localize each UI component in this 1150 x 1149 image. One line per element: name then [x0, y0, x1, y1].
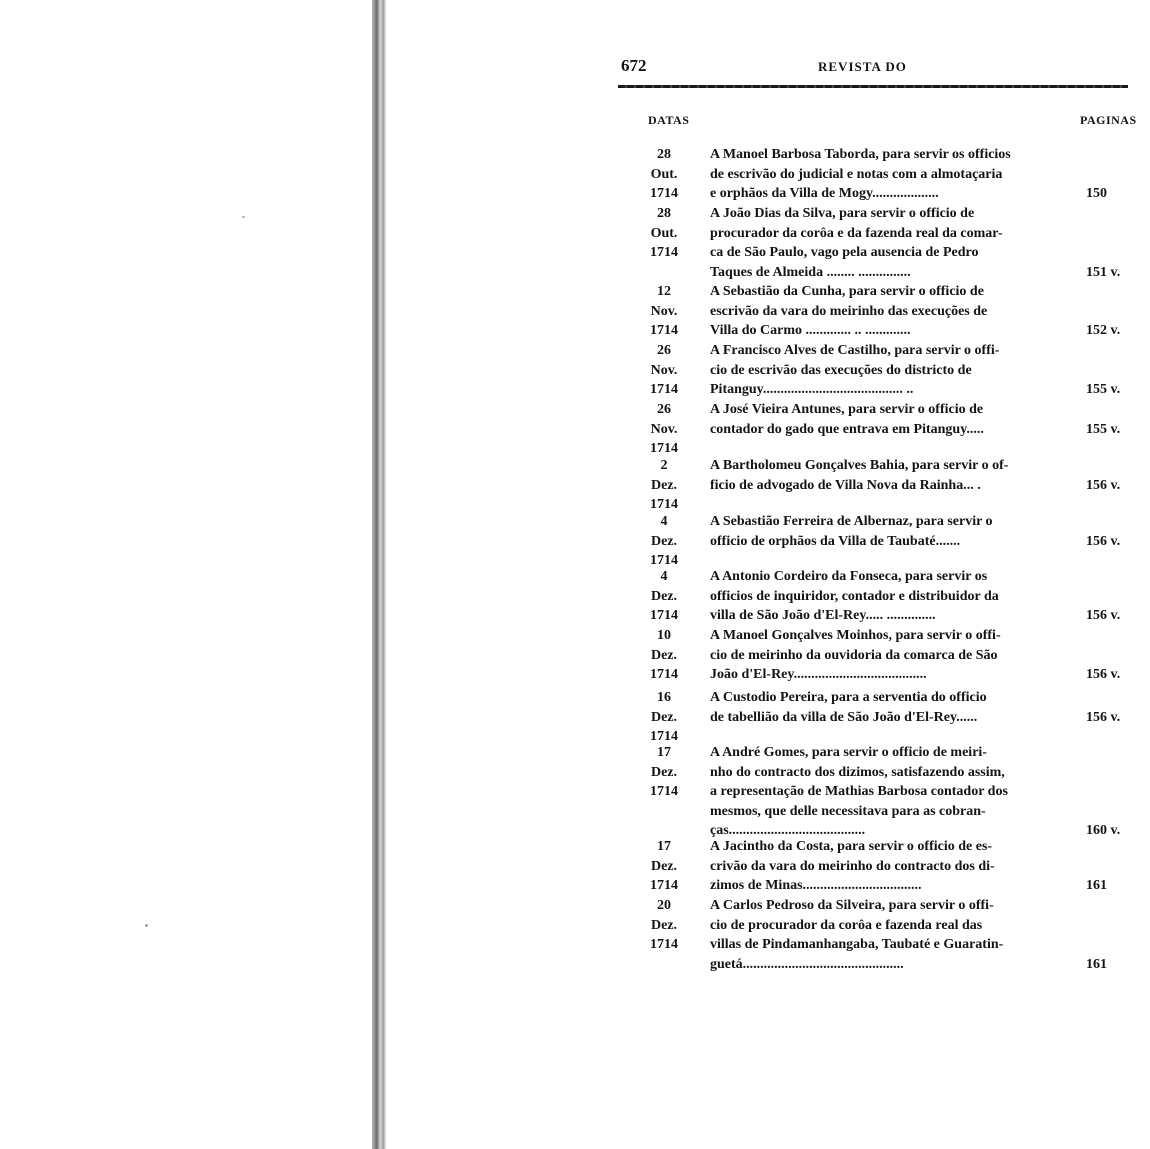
entry-date-part: 12 — [657, 284, 671, 299]
entry-date-part: 1714 — [650, 497, 678, 512]
entry-date — [642, 145, 686, 204]
entry-date-part: 1714 — [650, 608, 678, 623]
entry-date-part: Nov. — [650, 421, 678, 437]
entry-page-number: 155 v. — [1086, 421, 1121, 437]
entry-text-line: A Sebastião Ferreira de Albernaz, para servir o — [710, 514, 993, 529]
entry-date — [642, 688, 686, 747]
entry-text-line: ficio de advogado de Villa Nova da Rainha... . — [710, 477, 981, 493]
entry-text-line: zimos de Minas.................................. — [710, 878, 922, 893]
entry-page-number: 151 v. — [1086, 264, 1121, 280]
entry-text-line: ças....................................... — [710, 823, 866, 838]
entry-date — [642, 456, 686, 515]
entry-date-part: Dez. — [650, 917, 678, 933]
entry-date-part: 1714 — [650, 878, 678, 893]
entry-date-part: Nov. — [650, 362, 678, 378]
entry-date-part: 1714 — [650, 667, 678, 682]
column-header-datas: DATAS — [648, 113, 690, 127]
entry-text-line: officio de orphãos da Villa de Taubaté....... — [710, 533, 961, 549]
entry-text — [710, 204, 1060, 282]
entry-text-line: villa de São João d'El-Rey..... .............. — [710, 608, 936, 623]
entry-date-part: 26 — [657, 343, 671, 358]
entry-date-part: 20 — [657, 898, 671, 913]
entry-text-line: A Bartholomeu Gonçalves Bahia, para servir o of- — [710, 458, 1009, 473]
entry-date — [642, 896, 686, 955]
entry-page-number: 156 v. — [1086, 533, 1121, 549]
entry-text-line: procurador da corôa e da fazenda real da comar- — [710, 225, 1003, 241]
running-title: REVISTA DO — [818, 59, 907, 74]
entry-page-number: 152 v. — [1086, 323, 1121, 338]
entry-text-line: de tabellião da villa de São João d'El-Rey...... — [710, 709, 978, 725]
entry-date-part: 1714 — [650, 729, 678, 744]
entry-text — [710, 282, 1060, 341]
entry-text-line: officios de inquiridor, contador e distribuidor da — [710, 588, 999, 604]
header-rule — [618, 85, 1128, 88]
entry-date-part: 1714 — [650, 553, 678, 568]
entry-text-line: nho do contracto dos dizimos, satisfazendo assim, — [710, 764, 1005, 780]
entry-date — [642, 567, 686, 626]
entry-text-line: A Manoel Barbosa Taborda, para servir os officios — [710, 147, 1011, 162]
page-number: 672 — [621, 56, 647, 75]
entry-text — [710, 567, 1060, 626]
entry-text-line: A Manoel Gonçalves Moinhos, para servir o offi- — [710, 628, 1001, 643]
entry-date-part: 10 — [657, 628, 671, 643]
entry-text-line: a representação de Mathias Barbosa contador dos — [710, 784, 1008, 799]
entry-page-number: 161 — [1086, 956, 1107, 972]
entry-date-part: 1714 — [650, 382, 678, 397]
entry-date-part: 1714 — [650, 784, 678, 799]
entry-text-line: A Francisco Alves de Castilho, para servir o offi- — [710, 343, 1000, 358]
entry-text-line: contador do gado que entrava em Pitanguy..... — [710, 421, 984, 437]
entry-text — [710, 837, 1060, 896]
entry-text-line: villas de Pindamanhangaba, Taubaté e Guaratin- — [710, 937, 1004, 952]
entry-text-line: Pitanguy........................................ .. — [710, 382, 914, 397]
paper-speck — [145, 924, 148, 927]
entry-text-line: cio de meirinho da ouvidoria da comarca de São — [710, 647, 998, 663]
entry-text-line: e orphãos da Villa de Mogy................... — [710, 186, 939, 201]
entry-text — [710, 400, 1060, 439]
entry-text-line: guetá.............................................. — [710, 956, 904, 972]
entry-date — [642, 400, 686, 459]
entry-text — [710, 688, 1060, 727]
paper-speck — [242, 216, 245, 218]
entry-date-part: Dez. — [650, 764, 678, 780]
entry-text — [710, 743, 1060, 841]
entry-date-part: Nov. — [650, 303, 678, 319]
entry-date-part: 17 — [657, 745, 671, 760]
entry-date-part: 1714 — [650, 245, 678, 260]
entry-date-part: Dez. — [650, 858, 678, 874]
entry-text-line: Villa do Carmo ............. .. ............. — [710, 323, 911, 338]
entry-page-number: 156 v. — [1086, 608, 1121, 623]
entry-date-part: 4 — [660, 514, 668, 529]
entry-text-line: mesmos, que delle necessitava para as cobran- — [710, 803, 986, 819]
entry-date-part: Out. — [650, 166, 678, 182]
entry-date-part: 1714 — [650, 441, 678, 456]
entry-date — [642, 837, 686, 896]
entry-date-part: Dez. — [650, 647, 678, 663]
entry-page-number: 156 v. — [1086, 667, 1121, 682]
entry-page-number: 155 v. — [1086, 382, 1121, 397]
entry-date — [642, 512, 686, 571]
entry-text-line: A André Gomes, para servir o officio de meiri- — [710, 745, 987, 760]
entry-text-line: ca de São Paulo, vago pela ausencia de Pedro — [710, 245, 979, 260]
entry-date-part: Out. — [650, 225, 678, 241]
entry-text — [710, 896, 1060, 974]
book-gutter — [372, 0, 386, 1149]
entry-text — [710, 456, 1060, 495]
entry-date-part: 17 — [657, 839, 671, 854]
entry-text-line: A João Dias da Silva, para servir o officio de — [710, 206, 975, 221]
entry-text-line: A Custodio Pereira, para a serventia do officio — [710, 690, 987, 705]
entry-date-part: Dez. — [650, 533, 678, 549]
entry-text-line: A Carlos Pedroso da Silveira, para servir o offi- — [710, 898, 994, 913]
entry-date-part: 1714 — [650, 186, 678, 201]
entry-date-part: Dez. — [650, 709, 678, 725]
entry-text-line: cio de escrivão das execuções do districto de — [710, 362, 972, 378]
document-page — [618, 0, 1138, 1149]
entry-date — [642, 282, 686, 341]
entry-date-part: 2 — [660, 458, 668, 473]
entry-date — [642, 341, 686, 400]
entry-date — [642, 626, 686, 685]
page-header — [618, 56, 1124, 78]
entry-page-number: 156 v. — [1086, 477, 1121, 493]
entry-date-part: 16 — [657, 690, 671, 705]
entry-page-number: 160 v. — [1086, 823, 1121, 838]
entry-text-line: A Jacintho da Costa, para servir o officio de es- — [710, 839, 993, 854]
entry-text-line: A Antonio Cordeiro da Fonseca, para servir os — [710, 569, 988, 584]
entry-text-line: A Sebastião da Cunha, para servir o officio de — [710, 284, 984, 299]
entry-text — [710, 341, 1060, 400]
entry-page-number: 156 v. — [1086, 709, 1121, 725]
entry-text-line: cio de procurador da corôa e fazenda real das — [710, 917, 983, 933]
entry-date-part: Dez. — [650, 588, 678, 604]
entry-text-line: Taques de Almeida ........ ............... — [710, 264, 911, 280]
entry-date-part: 1714 — [650, 937, 678, 952]
entry-date-part: 4 — [660, 569, 668, 584]
entry-date-part: 28 — [657, 206, 671, 221]
entry-text-line: de escrivão do judicial e notas com a almotaçaria — [710, 166, 1003, 182]
entry-date-part: 28 — [657, 147, 671, 162]
entry-text-line: escrivão da vara do meirinho das execuções de — [710, 303, 988, 319]
entry-text-line: A José Vieira Antunes, para servir o officio de — [710, 402, 984, 417]
entry-text — [710, 626, 1060, 685]
entry-text — [710, 512, 1060, 551]
entry-date — [642, 743, 686, 802]
left-page-blank — [0, 0, 372, 1149]
entry-page-number: 161 — [1086, 878, 1107, 893]
entry-text-line: crivão da vara do meirinho do contracto dos di- — [710, 858, 995, 874]
entry-date-part: 26 — [657, 402, 671, 417]
entry-date-part: 1714 — [650, 323, 678, 338]
column-header-paginas: PAGINAS — [1080, 113, 1137, 127]
entry-text — [710, 145, 1060, 204]
entry-page-number: 150 — [1086, 186, 1107, 201]
entry-date — [642, 204, 686, 263]
entry-text-line: João d'El-Rey...................................... — [710, 667, 927, 682]
entry-date-part: Dez. — [650, 477, 678, 493]
